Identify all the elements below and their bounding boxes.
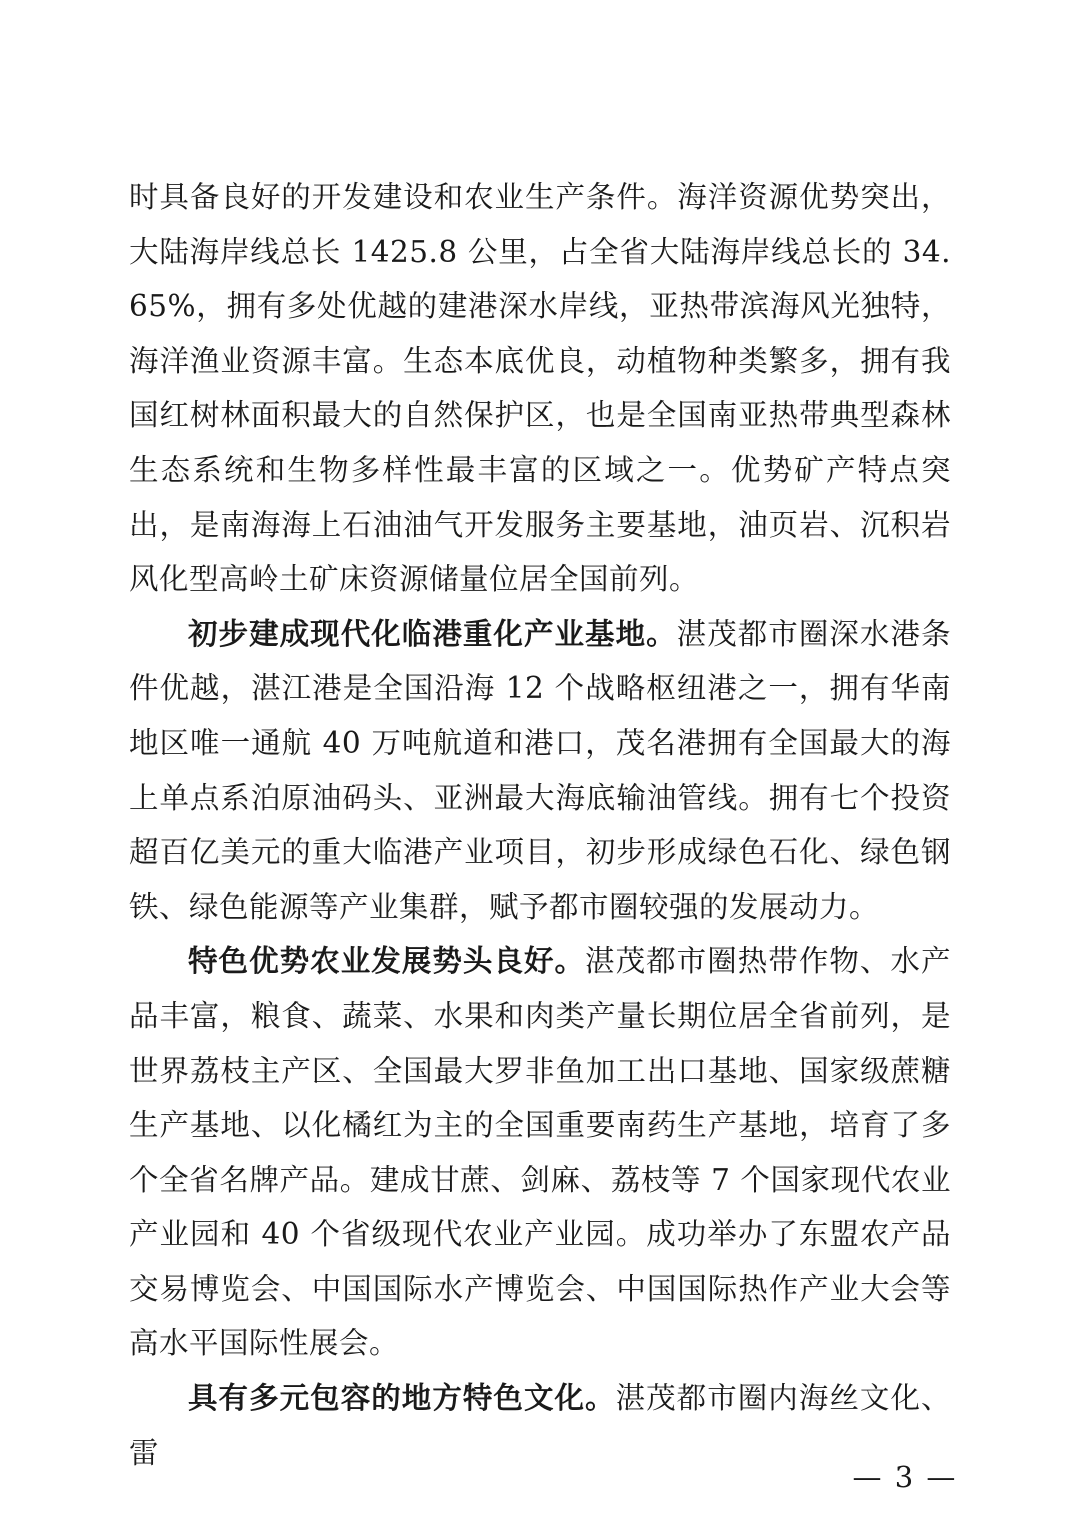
paragraph-2-heading: 初步建成现代化临港重化产业基地。 <box>188 616 677 651</box>
paragraph-4 <box>129 1371 951 1480</box>
paragraph-3-heading: 特色优势农业发展势头良好。 <box>188 944 586 979</box>
paragraph-4-text: 湛茂都市圈内海丝文化、雷 <box>129 1381 951 1470</box>
paragraph-2-text: 湛茂都市圈深水港条件优越，湛江港是全国沿海 12 个战略枢纽港之一，拥有华南地区唯一通航 40 万吨航道和港口，茂名港拥有全国最大的海上单点系泊原油码头、亚洲最大海底输油管线。拥有七个投资超百亿美元的重大临港产业项目，初步形成绿色石化、绿色钢铁、绿色能源等产业集群，赋予都市圈较强的发展动力。 <box>129 616 951 924</box>
paragraph-1 <box>129 170 951 607</box>
page-number: — 3 — <box>852 1460 958 1494</box>
paragraph-3 <box>129 934 951 1371</box>
document-body <box>129 170 951 1480</box>
paragraph-4-heading: 具有多元包容的地方特色文化。 <box>188 1381 616 1416</box>
paragraph-3-text: 湛茂都市圈热带作物、水产品丰富，粮食、蔬菜、水果和肉类产量长期位居全省前列，是世界荔枝主产区、全国最大罗非鱼加工出口基地、国家级蔗糖生产基地、以化橘红为主的全国重要南药生产基地，培育了多个全省名牌产品。建成甘蔗、剑麻、荔枝等 7 个国家现代农业产业园和 40 个省级现代农业产业园。成功举办了东盟农产品交易博览会、中国国际水产博览会、中国国际热作产业大会等高水平国际性展会。 <box>129 944 951 1361</box>
paragraph-1-text: 时具备良好的开发建设和农业生产条件。海洋资源优势突出，大陆海岸线总长 1425.8 公里，占全省大陆海岸线总长的 34.65%，拥有多处优越的建港深水岸线，亚热带滨海风光独特，海洋渔业资源丰富。生态本底优良，动植物种类繁多，拥有我国红树林面积最大的自然保护区，也是全国南亚热带典型森林生态系统和生物多样性最丰富的区域之一。优势矿产特点突出，是南海海上石油油气开发服务主要基地，油页岩、沉积岩风化型高岭土矿床资源储量位居全国前列。 <box>129 180 951 597</box>
paragraph-2 <box>129 607 951 935</box>
